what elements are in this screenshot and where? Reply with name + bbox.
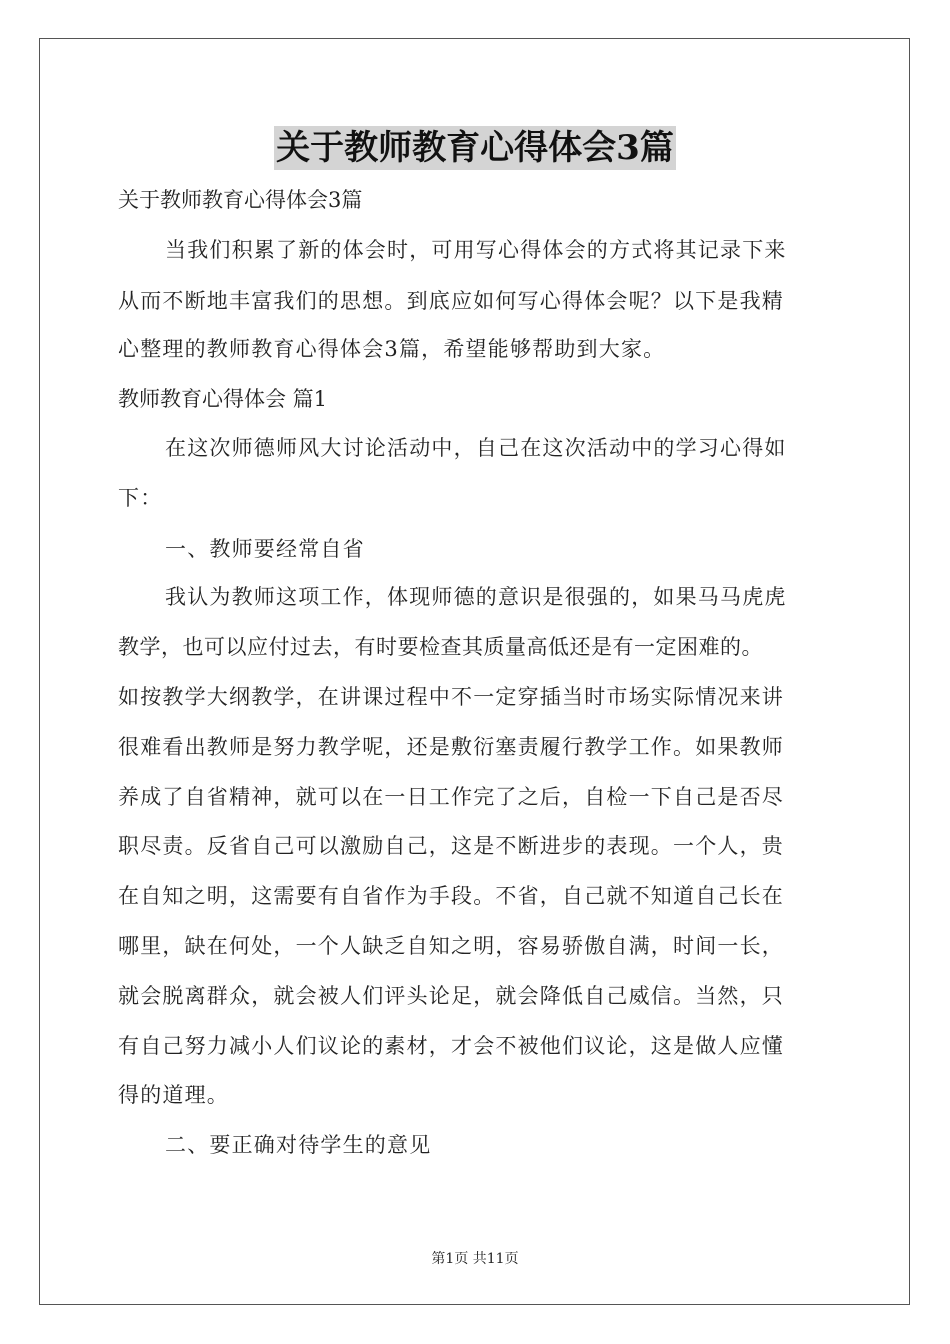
point1-line-2: 教学，也可以应付过去，有时要检查其质量高低还是有一定困难的。 <box>118 635 763 659</box>
point1-heading: 一、教师要经常自省 <box>165 537 365 561</box>
title-container <box>0 126 950 170</box>
point1-line-10: 有自己努力减小人们议论的素材，才会不被他们议论，这是做人应懂 <box>118 1034 784 1058</box>
document-subtitle: 关于教师教育心得体会3篇 <box>118 188 363 212</box>
point1-line-6: 职尽责。反省自己可以激励自己，这是不断进步的表现。一个人，贵 <box>118 834 784 858</box>
intro-line-2: 从而不断地丰富我们的思想。到底应如何写心得体会呢？以下是我精 <box>118 289 784 313</box>
section1-line-1: 在这次师德师风大讨论活动中，自己在这次活动中的学习心得如 <box>165 436 787 460</box>
point1-line-5: 养成了自省精神，就可以在一日工作完了之后，自检一下自己是否尽 <box>118 785 784 809</box>
section1-line-2: 下： <box>118 486 163 510</box>
point1-line-3: 如按教学大纲教学，在讲课过程中不一定穿插当时市场实际情况来讲 <box>118 685 784 709</box>
intro-line-3: 心整理的教师教育心得体会3篇，希望能够帮助到大家。 <box>118 337 666 361</box>
point1-line-8: 哪里，缺在何处，一个人缺乏自知之明，容易骄傲自满，时间一长， <box>118 934 784 958</box>
point2-heading: 二、要正确对待学生的意见 <box>165 1133 432 1157</box>
document-title: 关于教师教育心得体会3篇 <box>276 128 674 168</box>
intro-line-1: 当我们积累了新的体会时，可用写心得体会的方式将其记录下来 <box>165 238 787 262</box>
point1-line-7: 在自知之明，这需要有自省作为手段。不省，自己就不知道自己长在 <box>118 884 784 908</box>
point1-line-4: 很难看出教师是努力教学呢，还是敷衍塞责履行教学工作。如果教师 <box>118 735 784 759</box>
section1-heading: 教师教育心得体会 篇1 <box>118 387 328 411</box>
page-footer: 第1页 共11页 <box>431 1251 519 1267</box>
point1-line-11: 得的道理。 <box>118 1083 229 1107</box>
page-border <box>39 38 910 1305</box>
point1-line-1: 我认为教师这项工作，体现师德的意识是很强的，如果马马虎虎 <box>165 585 787 609</box>
point1-line-9: 就会脱离群众，就会被人们评头论足，就会降低自己威信。当然，只 <box>118 984 784 1008</box>
